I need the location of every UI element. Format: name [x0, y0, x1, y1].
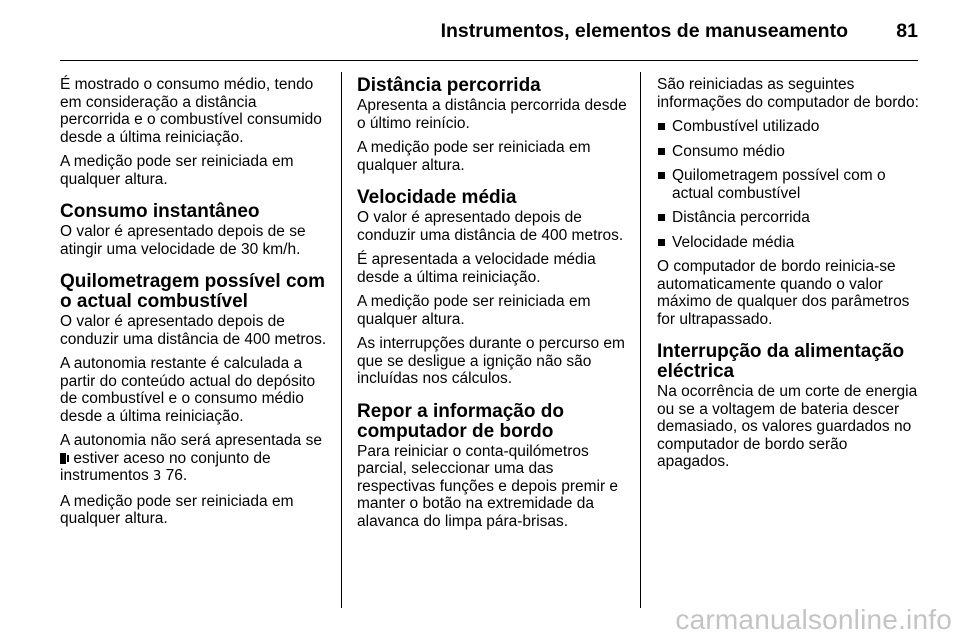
column-left	[60, 76, 330, 535]
column-divider-left	[341, 72, 342, 608]
paragraph: A medição pode ser reiniciada em qualquer altura.	[60, 153, 294, 188]
paragraph: A medição pode ser reiniciada em qualquer altura.	[357, 139, 591, 174]
paragraph: Para reiniciar o conta-quilómetros parcial, seleccionar uma das respectivas funções e depois premir e manter o botão na extremidade da alavanca do limpa pára-brisas.	[357, 442, 619, 530]
paragraph: O valor é apresentado depois de conduzir uma distância de 400 metros.	[357, 209, 624, 244]
header-divider	[60, 60, 918, 61]
paragraph: São reiniciadas as seguintes informações do computador de bordo:	[657, 76, 919, 111]
list-item: Distância percorrida	[657, 209, 919, 227]
paragraph: O computador de bordo reinicia-se automaticamente quando o valor máximo de qualquer dos parâmetros for ultrapassado.	[657, 258, 910, 328]
fuel-pump-icon	[60, 452, 69, 464]
paragraph: Apresenta a distância percorrida desde o último reinício.	[357, 97, 627, 132]
watermark: carmanualsonline.info	[675, 604, 952, 635]
list-item: Quilometragem possível com o actual combustível	[657, 167, 919, 202]
section-heading-consumo-instantaneo: Consumo instantâneo	[60, 201, 260, 222]
list-item: Velocidade média	[657, 234, 919, 252]
text-span: estiver aceso no conjunto de instrumentos	[60, 449, 271, 484]
column-divider-right	[640, 72, 641, 608]
paragraph: É apresentada a velocidade média desde a última reiniciação.	[357, 251, 596, 286]
page-reference-arrow: 3	[153, 469, 162, 484]
paragraph: O valor é apresentado depois de se atingir uma velocidade de 30 km/h.	[60, 223, 306, 258]
paragraph: As interrupções durante o percurso em que se desligue a ignição não são incluídas nos cálculos.	[357, 335, 625, 387]
paragraph: A medição pode ser reiniciada em qualquer altura.	[60, 492, 294, 527]
column-right	[657, 76, 919, 478]
list-item: Consumo médio	[657, 143, 919, 161]
paragraph: Na ocorrência de um corte de energia ou se a voltagem de bateria descer demasiado, os valores guardados no computador de bordo serão apagados.	[657, 383, 918, 470]
paragraph: A autonomia restante é calculada a partir do conteúdo actual do depósito de combustível e o consumo médio desde a última reiniciação.	[60, 355, 316, 425]
text-span: A autonomia não será apresentada se	[60, 432, 322, 449]
section-heading-repor: Repor a informação do computador de bordo	[357, 400, 564, 442]
page-reference-link[interactable]: 76.	[165, 467, 188, 484]
page-number: 81	[896, 20, 918, 42]
page-header	[0, 16, 918, 50]
paragraph: É mostrado o consumo médio, tendo em consideração a distância percorrida e o combustível consumido desde a última reiniciação.	[60, 76, 322, 146]
paragraph: O valor é apresentado depois de conduzir uma distância de 400 metros.	[60, 313, 327, 348]
section-heading-distancia: Distância percorrida	[357, 75, 541, 96]
list-item: Combustível utilizado	[657, 118, 919, 136]
section-heading-quilometragem: Quilometragem possível com o actual combustível	[60, 271, 326, 312]
section-heading-interrupcao: Interrupção da alimentação eléctrica	[657, 341, 905, 382]
paragraph-with-icon	[60, 432, 330, 486]
bullet-list	[657, 118, 919, 251]
page-title: Instrumentos, elementos de manuseamento	[440, 20, 848, 42]
paragraph: A medição pode ser reiniciada em qualquer altura.	[357, 293, 591, 328]
column-middle	[357, 76, 627, 537]
section-heading-velocidade: Velocidade média	[357, 187, 517, 208]
